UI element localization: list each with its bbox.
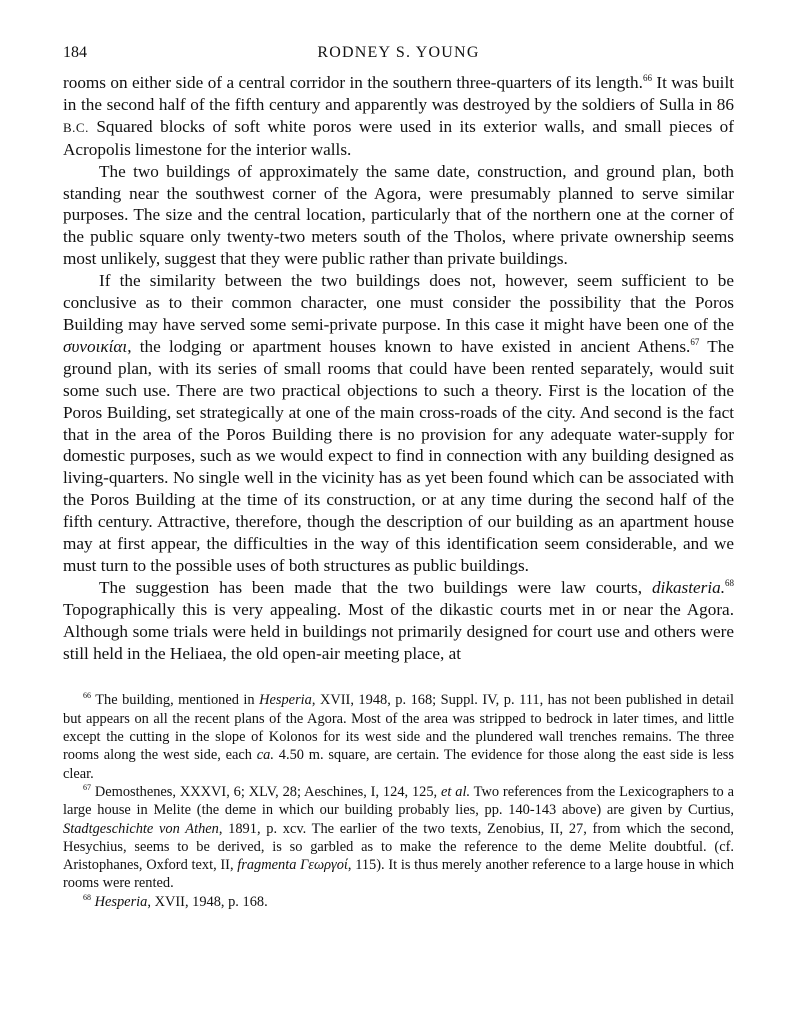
footnote-number: 67 — [83, 782, 91, 792]
page-number: 184 — [63, 44, 87, 61]
page — [63, 44, 734, 911]
paragraph-3: If the similarity between the two buildings does not, however, seem sufficient to be conclusive as to their common character, one must consider the possibility that the Poros Building may have served some semi-private purpose. In this case it might have been one of the συνοικίαι, the lodging or apartment houses known to have existed in ancient Athens.$^{67}$ The ground plan, with its series of small rooms that could have been rented separately, would suit some such use. There are two practical objections to such a theory. First is the location of the Poros Building, set strategically at one of the main cross-roads of the city. And second is the fact that in the area of the Poros Building there is no provision for any adequate water-supply for domestic purposes, such as we would expect to find in connection with any building designed as living-quarters. No single well in the vicinity has as yet been found which can be associated with the Poros Building at the time of its construction, or at any time during the second half of the fifth century. Attractive, therefore, though the description of our building as an apartment house may at first appear, the difficulties in the way of this identification seem considerable, and we must turn to the possible uses of both structures as public buildings. — [63, 271, 735, 575]
footnote-ref-68: 68 — [725, 577, 734, 588]
paragraph-1: rooms on either side of a central corridor in the southern three-quarters of its length.$^{66}$ It was built in the second half of the fifth century and apparently was destroyed by the soldiers of Sulla in 86 B.C. Squared blocks of soft white poros were used in its exterior walls, and small pieces of Acropolis limestone for the interior walls. — [63, 73, 734, 159]
footnote-number: 66 — [83, 691, 91, 701]
footnote-number: 68 — [83, 892, 91, 902]
footnote-66: $^{66}$ The building, mentioned in Hesperia, XVII, 1948, p. 168; Suppl. IV, p. 111, has not been published in detail but appears on all the recent plans of the Agora. Most of the area was stripped to bedrock in later times, and little except the cutting in the slope of Kolonos for its west side and the plundered wall trenches remains. The three rooms along the west side, each ca. 4.50 m. square, are certain. The evidence for those along the east side is less clear. — [63, 691, 735, 782]
footnote-67: $^{67}$ Demosthenes, XXXVI, 6; XLV, 28; Aeschines, I, 124, 125, et al. Two references from the Lexicographers to a large house in Melite (the deme in which our building probably lies, pp. 140-143 above) are given by Curtius, Stadtgeschichte von Athen, 1891, p. xcv. The earlier of the two texts, Zenobius, II, 27, from which the second, Hesychius, seems to be derived, is so garbled as to make the reference to the deme Melite doubtful. (cf. Aristophanes, Oxford text, II, fragmenta Γεωργοί, 115). It is thus merely another reference to a large house in which rooms were rented. — [63, 782, 734, 892]
paragraph-4: The suggestion has been made that the two buildings were law courts, dikasteria.$^{68}$ Topographically this is very appealing. Most of the dikastic courts met in or near the Agora. Although some trials were held in buildings not primarily designed for court use and others were still held in the Heliaea, the old open-air meeting place, at — [63, 577, 734, 663]
era-abbrev: B.C. — [63, 119, 89, 135]
body-text — [63, 72, 734, 664]
italic-term: dikasteria. — [651, 577, 725, 597]
footnote-ref-67: 67 — [690, 336, 700, 347]
running-head: RODNEY S. YOUNG — [317, 44, 480, 61]
footnote-68: $^{68}$ Hesperia, XVII, 1948, p. 168. — [83, 892, 268, 910]
page-header — [63, 44, 734, 72]
greek-term: Γεωργοί — [300, 857, 348, 874]
footnote-ref-66: 66 — [642, 73, 652, 83]
paragraph-2: The two buildings of approximately the same date, construction, and ground plan, both standing near the southwest corner of the Agora, were presumably planned to serve similar purposes. The size and the central location, particularly that of the northern one at the corner of the public square only twenty-two meters south of the Tholos, where private ownership seems most unlikely, suggest that they were public rather than private buildings. — [63, 161, 734, 269]
footnotes — [63, 691, 734, 911]
greek-term: συνοικίαι — [63, 336, 128, 356]
